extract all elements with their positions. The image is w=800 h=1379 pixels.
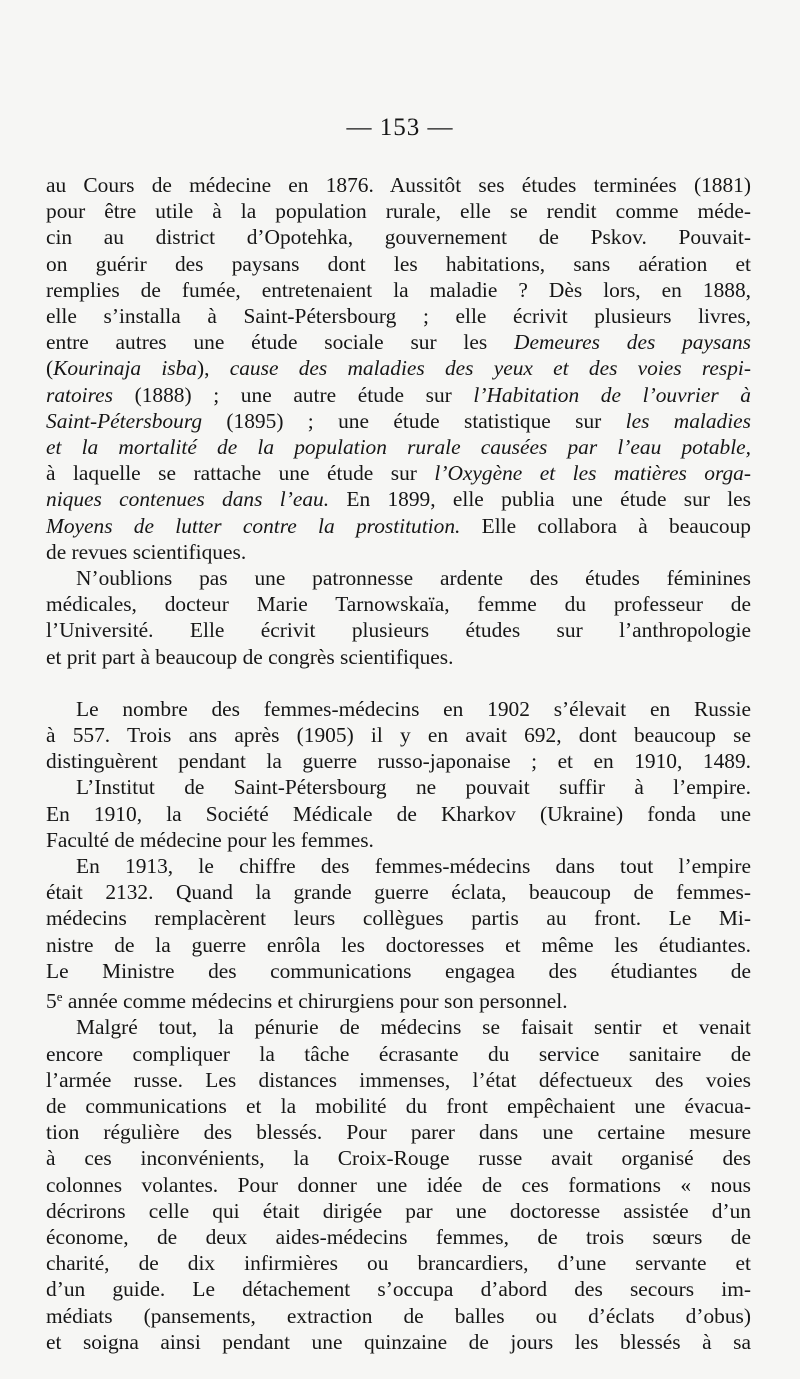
text-line: charité, de dix infirmières ou brancardiers, d’une servante et: [46, 1251, 751, 1276]
text-line: et prit part à beaucoup de congrès scientifiques.: [46, 644, 454, 669]
superscript: e: [56, 989, 63, 1005]
text-line: à 557. Trois ans après (1905) il y en avait 692, dont beaucoup se: [46, 723, 751, 748]
text-line: En 1910, la Société Médicale de Kharkov (Ukraine) fonda une: [46, 801, 751, 826]
text-line: Faculté de médecine pour les femmes.: [46, 827, 374, 852]
section-break: [46, 670, 751, 696]
text-line: à laquelle se rattache une étude sur l’Oxygène et les matières orga-: [46, 461, 751, 486]
text-line: l’armée russe. Les distances immenses, l’état défectueux des voies: [46, 1067, 751, 1092]
text-line: cin au district d’Opotehka, gouvernement de Pskov. Pouvait-: [46, 225, 751, 250]
text-line: de revues scientifiques.: [46, 539, 247, 564]
text-line: distinguèrent pendant la guerre russo-japonaise ; et en 1910, 1489.: [46, 749, 751, 774]
text-line: elle s’installa à Saint-Pétersbourg ; elle écrivit plusieurs livres,: [46, 304, 751, 329]
text-line: médecins remplacèrent leurs collègues partis au front. Le Mi-: [46, 906, 751, 931]
text-line: Moyens de lutter contre la prostitution. Elle collabora à beaucoup: [46, 513, 751, 538]
text-line: au Cours de médecine en 1876. Aussitôt ses études terminées (1881): [46, 173, 751, 197]
text-line: l’Université. Elle écrivit plusieurs études sur l’anthropologie: [46, 618, 751, 643]
text-line: Malgré tout, la pénurie de médecins se faisait sentir et venait: [76, 1015, 751, 1040]
text-line: colonnes volantes. Pour donner une idée de ces formations « nous: [46, 1172, 751, 1197]
text-line: L’Institut de Saint-Pétersbourg ne pouvait suffir à l’empire.: [76, 775, 751, 800]
text-line: Le nombre des femmes-médecins en 1902 s’élevait en Russie: [76, 696, 751, 721]
text-line: on guérir des paysans dont les habitations, sans aération et: [46, 251, 751, 276]
text-line: remplies de fumée, entretenaient la maladie ? Dès lors, en 1888,: [46, 277, 751, 302]
text-line: d’un guide. Le détachement s’occupa d’abord des secours im-: [46, 1277, 751, 1302]
page-number: — 153 —: [346, 114, 454, 141]
text-line: était 2132. Quand la grande guerre éclata, beaucoup de femmes-: [46, 880, 751, 905]
text-line: médiats (pansements, extraction de balles ou d’éclats d’obus): [46, 1303, 751, 1328]
text-line: N’oublions pas une patronnesse ardente des études féminines: [76, 566, 751, 591]
text-line: Saint-Pétersbourg (1895) ; une étude statistique sur les maladies: [46, 408, 751, 433]
text-line: économe, de deux aides-médecins femmes, de trois sœurs de: [46, 1224, 751, 1249]
body-text: [46, 172, 751, 1355]
text-line: encore compliquer la tâche écrasante du service sanitaire de: [46, 1041, 751, 1066]
text-line: 5e année comme médecins et chirurgiens pour son personnel.: [46, 989, 568, 1014]
text-line: tion régulière des blessés. Pour parer dans une certaine mesure: [46, 1120, 751, 1145]
text-line: médicales, docteur Marie Tarnowskaïa, femme du professeur de: [46, 592, 751, 617]
text-line: à ces inconvénients, la Croix-Rouge russe avait organisé des: [46, 1146, 751, 1171]
text-line: ratoires (1888) ; une autre étude sur l’Habitation de l’ouvrier à: [46, 382, 751, 407]
text-line: de communications et la mobilité du front empêchaient une évacua-: [46, 1093, 751, 1118]
text-line: décrirons celle qui était dirigée par une doctoresse assistée d’un: [46, 1198, 751, 1223]
text-line: pour être utile à la population rurale, elle se rendit comme méde-: [46, 199, 751, 224]
text-line: En 1913, le chiffre des femmes-médecins dans tout l’empire: [76, 854, 751, 879]
text-line: et la mortalité de la population rurale causées par l’eau potable,: [46, 435, 751, 460]
text-line: (Kourinaja isba), cause des maladies des yeux et des voies respi-: [46, 356, 751, 381]
text-line: niques contenues dans l’eau. En 1899, elle publia une étude sur les: [46, 487, 751, 512]
text-line: et soigna ainsi pendant une quinzaine de jours les blessés à sa: [46, 1329, 751, 1354]
text-line: nistre de la guerre enrôla les doctoresses et même les étudiantes.: [46, 932, 751, 957]
text-line: entre autres une étude sociale sur les Demeures des paysans: [46, 330, 752, 355]
text-line: Le Ministre des communications engagea des étudiantes de: [46, 958, 751, 983]
